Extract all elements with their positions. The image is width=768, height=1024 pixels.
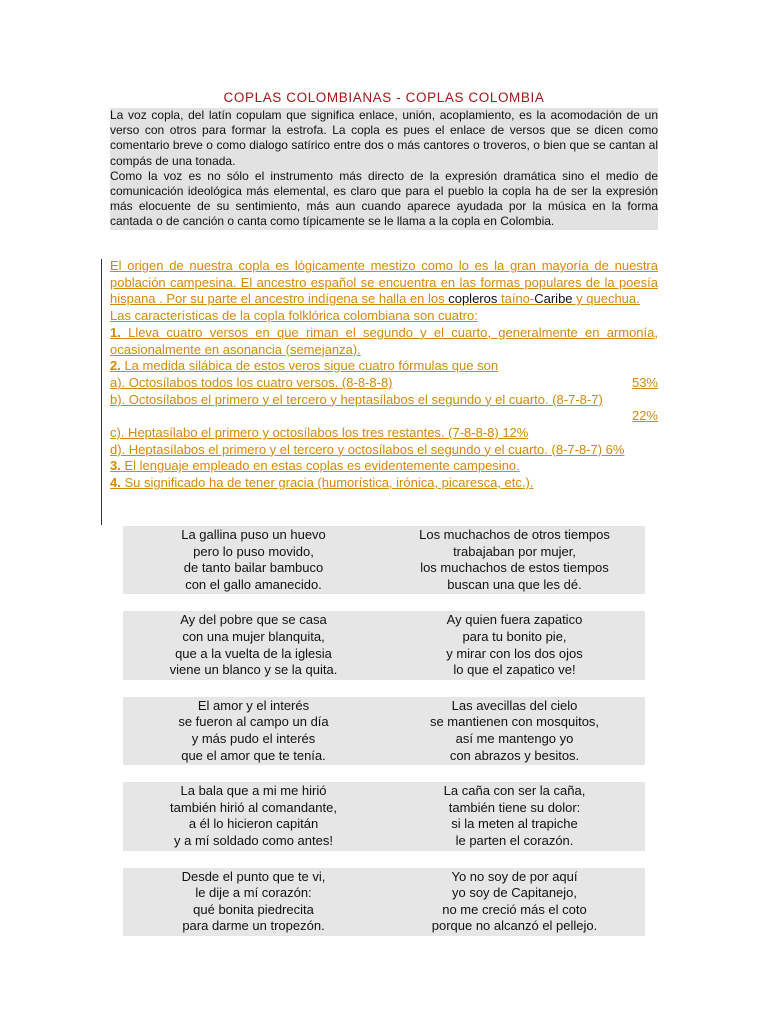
characteristics-intro: Las características de la copla folklórica colombiana son cuatro: bbox=[110, 308, 478, 324]
formula-a bbox=[110, 375, 658, 392]
verse-line: Los muchachos de otros tiempos bbox=[419, 527, 610, 542]
verse-line: para tu bonito pie, bbox=[462, 628, 567, 644]
verse-line: Desde el punto que te vi, bbox=[181, 868, 326, 884]
copla-right bbox=[384, 783, 645, 849]
copla-left bbox=[123, 698, 384, 764]
origin-plain-caribe: Caribe bbox=[534, 291, 573, 307]
formula-d: d). Heptasílabos el primero y el tercero y octosílabos el segundo y el cuarto. (8-7-8-7) 6% bbox=[110, 441, 625, 457]
origin-plain-copleros: copleros bbox=[444, 291, 501, 307]
verse-line: La gallina puso un huevo bbox=[181, 527, 326, 542]
copla-left bbox=[123, 869, 384, 935]
copla-right bbox=[384, 527, 645, 593]
verse-line: así me mantengo yo bbox=[455, 730, 574, 746]
verse-line: qué bonita piedrecita bbox=[193, 901, 314, 917]
item-1-text: Lleva cuatro versos en que riman el segundo y el cuarto, generalmente en armonía, ocasionalmente en asonancia (semejanza). bbox=[110, 324, 658, 357]
verse-line: de tanto bailar bambuco bbox=[183, 560, 324, 576]
verse-line: buscan una que les dé. bbox=[447, 576, 582, 592]
verse-line: que el amor que te tenía. bbox=[181, 747, 326, 763]
verse-line: con abrazos y besitos. bbox=[449, 747, 580, 763]
verse-line: viene un blanco y se la quita. bbox=[169, 662, 338, 678]
copla-right bbox=[384, 869, 645, 935]
verse-line: para darme un tropezón. bbox=[182, 918, 325, 934]
formula-a-text: a). Octosílabos todos los cuatro versos. (8-8-8-8) bbox=[110, 374, 393, 390]
verse-line: El amor y el interés bbox=[197, 697, 310, 713]
verse-line: se mantienen con mosquitos, bbox=[429, 714, 600, 730]
item-1-number: 1. bbox=[110, 324, 121, 340]
item-3-text: El lenguaje empleado en estas coplas es evidentemente campesino. bbox=[120, 458, 520, 474]
verse-line: Las avecillas del cielo bbox=[451, 697, 578, 713]
copla-left bbox=[123, 612, 384, 678]
item-2 bbox=[110, 358, 658, 375]
copla-left bbox=[123, 783, 384, 849]
item-2-text: La medida silábica de estos veros sigue cuatro fórmulas que son bbox=[120, 358, 499, 374]
verse-line: que a la vuelta de la iglesia bbox=[175, 645, 332, 661]
formula-a-percent: 53% bbox=[631, 374, 658, 390]
verse-line: y mirar con los dos ojos bbox=[446, 645, 583, 661]
verse-line: con el gallo amanecido. bbox=[185, 576, 322, 592]
characteristics-section bbox=[110, 258, 658, 492]
intro-paragraph-2: Como la voz es no sólo el instrumento más directo de la expresión dramática sino el medio de comunicación ideológica más elemental, es claro que para el pueblo la copla ha de ser la expresión más elocuente de su sentimiento, más aun cuando aparece ayudada por la música en la forma cantada o de canción o canta como típicamente se le llama a la copla en Colombia. bbox=[110, 168, 658, 229]
verse-line: porque no alcanzó el pellejo. bbox=[431, 918, 598, 934]
copla-row bbox=[123, 868, 645, 936]
item-1 bbox=[110, 325, 658, 358]
intro-paragraph-1: La voz copla, del latín copulam que significa enlace, unión, acoplamiento, es la acomodación de un verso con otros para formar la estrofa. La copla es pues el enlace de versos que se dicen como comentario breve o como dialogo satírico entre dos o más cantores o troveros, o bien que se cantan al compás de una tonada. bbox=[110, 108, 658, 168]
verse-line: pero lo puso movido, bbox=[193, 543, 314, 559]
intro-section bbox=[110, 108, 658, 230]
item-4-text: Su significado ha de tener gracia (humorística, irónica, picaresca, etc.). bbox=[120, 475, 534, 491]
quechua-link[interactable]: y quechua. bbox=[572, 291, 640, 307]
verse-line: si la meten al trapiche bbox=[451, 816, 578, 832]
item-4 bbox=[110, 475, 658, 492]
formula-c: c). Heptasílabo el primero y octosílabos los tres restantes. (7-8-8-8) 12% bbox=[110, 425, 529, 441]
copla-row bbox=[123, 526, 645, 594]
verse-line: yo soy de Capitanejo, bbox=[451, 885, 578, 901]
copla-row bbox=[123, 697, 645, 765]
verse-line: La bala que a mi me hirió bbox=[180, 783, 327, 799]
item-3 bbox=[110, 458, 658, 475]
verse-line: lo que el zapatico ve! bbox=[453, 662, 576, 678]
verse-line: Yo no soy de por aquí bbox=[451, 868, 578, 884]
copla-left bbox=[123, 527, 384, 593]
origin-paragraph bbox=[110, 258, 658, 308]
verse-line: no me creció más el coto bbox=[442, 901, 587, 917]
formula-b-percent: 22% bbox=[631, 408, 658, 424]
verse-line: se fueron al campo un día bbox=[178, 714, 329, 730]
verse-line: con una mujer blanquita, bbox=[182, 628, 325, 644]
coplas-table bbox=[123, 526, 645, 953]
verse-line: Ay quien fuera zapatico bbox=[446, 612, 583, 628]
origin-text: El origen de nuestra copla es lógicamente mestizo como lo es la gran mayoría de nuestra población campesina. El ancestro español se encuentra en las formas populares de la poesía hispana . Por su parte el ancestro indígena se halla en los bbox=[110, 258, 658, 307]
copla-row bbox=[123, 611, 645, 679]
verse-line: le dije a mí corazón: bbox=[195, 885, 312, 901]
item-2-number: 2. bbox=[110, 358, 121, 374]
copla-row bbox=[123, 782, 645, 850]
verse-line: y más pudo el interés bbox=[191, 730, 316, 746]
margin-bar bbox=[101, 259, 102, 525]
taino-link[interactable]: taíno- bbox=[500, 291, 535, 307]
copla-right bbox=[384, 612, 645, 678]
item-3-number: 3. bbox=[110, 458, 121, 474]
copla-right bbox=[384, 698, 645, 764]
item-4-number: 4. bbox=[110, 475, 121, 491]
verse-line: a él lo hicieron capitán bbox=[188, 816, 319, 832]
verse-line: también hirió al comandante, bbox=[170, 799, 337, 815]
verse-line: y a mí soldado como antes! bbox=[174, 832, 333, 848]
verse-line: le parten el corazón. bbox=[455, 832, 574, 848]
formula-b: b). Octosílabos el primero y el tercero y heptasílabos el segundo y el cuarto. (8-7-8-7) bbox=[110, 391, 603, 407]
verse-line: también tiene su dolor: bbox=[448, 799, 581, 815]
page-title: COPLAS COLOMBIANAS - COPLAS COLOMBIA bbox=[223, 90, 545, 105]
verse-line: trabajaban por mujer, bbox=[453, 543, 576, 559]
verse-line: La caña con ser la caña, bbox=[443, 783, 586, 799]
verse-line: los muchachos de estos tiempos bbox=[420, 560, 609, 576]
verse-line: Ay del pobre que se casa bbox=[180, 612, 327, 628]
